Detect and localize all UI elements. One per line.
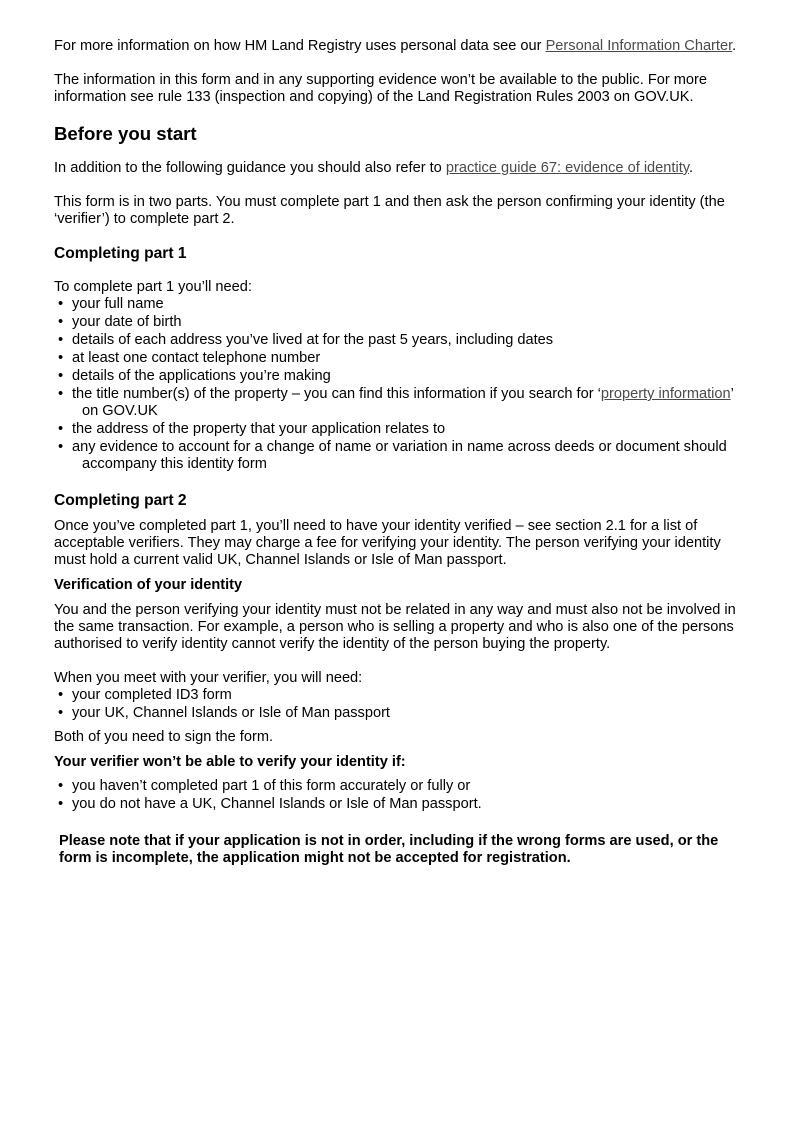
public-availability-paragraph xyxy=(54,72,754,106)
list-item xyxy=(54,439,754,473)
practice-guide-67-link[interactable]: practice guide 67: evidence of identity xyxy=(445,160,689,176)
meet-verifier-list xyxy=(54,687,754,722)
list-item xyxy=(54,386,754,420)
list-item xyxy=(54,296,754,313)
list-item xyxy=(54,778,754,795)
part-1-lead: To complete part 1 you’ll need: xyxy=(54,279,252,295)
bullet-icon: • xyxy=(58,314,64,330)
bullet-icon: • xyxy=(58,796,64,812)
registration-notice-line-1: Please note that if your application is not in order, including if the wrong forms are used, or the xyxy=(59,833,719,849)
verification-paragraph xyxy=(54,602,754,653)
verifier-cannot-heading: Your verifier won’t be able to verify your identity if: xyxy=(54,754,406,770)
list-item xyxy=(54,350,754,367)
registration-notice-line-2: form is incomplete, the application might not be accepted for registration. xyxy=(59,850,571,866)
list-item xyxy=(54,332,754,349)
completing-part-1-heading: Completing part 1 xyxy=(54,245,187,262)
personal-info-suffix: . xyxy=(732,38,737,54)
list-item-text: any evidence to account for a change of name or variation in name across deeds or document should xyxy=(72,439,727,455)
completing-part-2-heading: Completing part 2 xyxy=(54,492,187,509)
list-item xyxy=(54,705,754,722)
before-you-start-heading: Before you start xyxy=(54,123,197,144)
verification-line-1: You and the person verifying your identity must not be related in any way and must also not be involved in xyxy=(54,602,736,618)
verifier-cannot-list xyxy=(54,778,754,813)
public-availability-line-1: The information in this form and in any supporting evidence won’t be available to the public. For more xyxy=(54,72,708,88)
property-information-link[interactable]: property information xyxy=(600,386,731,402)
list-item-suffix: ’ xyxy=(730,386,734,402)
part-2-intro-line-1: Once you’ve completed part 1, you’ll need to have your identity verified – see section 2.1 for a list of xyxy=(54,518,698,534)
guidance-paragraph xyxy=(54,160,754,177)
list-item-continuation: on GOV.UK xyxy=(82,403,158,419)
form-parts-paragraph xyxy=(54,194,754,228)
list-item-text: details of the applications you’re making xyxy=(72,368,331,384)
list-item-text: at least one contact telephone number xyxy=(72,350,321,366)
form-parts-line-1: This form is in two parts. You must complete part 1 and then ask the person confirming your identity (the xyxy=(54,194,725,210)
public-availability-line-2: information see rule 133 (inspection and copying) of the Land Registration Rules 2003 on GOV.UK. xyxy=(54,89,694,105)
bullet-icon: • xyxy=(58,332,64,348)
list-item-text: your completed ID3 form xyxy=(72,687,232,703)
meet-verifier-lead: When you meet with your verifier, you will need: xyxy=(54,670,363,686)
part-2-intro-paragraph xyxy=(54,518,754,569)
bullet-icon: • xyxy=(58,687,64,703)
list-item xyxy=(54,314,754,331)
sign-form-text: Both of you need to sign the form. xyxy=(54,729,274,745)
verification-line-2: the same transaction. For example, a person who is selling a property and who is also one of the persons xyxy=(54,619,734,635)
bullet-icon: • xyxy=(58,350,64,366)
list-item-continuation: accompany this identity form xyxy=(82,456,267,472)
verification-line-3: authorised to verify identity cannot verify the identity of the person buying the property. xyxy=(54,636,611,652)
bullet-icon: • xyxy=(58,368,64,384)
bullet-icon: • xyxy=(58,778,64,794)
registration-notice xyxy=(59,833,754,867)
bullet-icon: • xyxy=(58,386,64,402)
bullet-icon: • xyxy=(58,439,64,455)
part-2-intro-line-2: acceptable verifiers. They may charge a fee for verifying your identity. The person verifying your identity xyxy=(54,535,721,551)
list-item xyxy=(54,687,754,704)
bullet-icon: • xyxy=(58,705,64,721)
list-item-text: the address of the property that your application relates to xyxy=(72,421,446,437)
part-2-intro-line-3: must hold a current valid UK, Channel Islands or Isle of Man passport. xyxy=(54,552,507,568)
bullet-icon: • xyxy=(58,296,64,312)
form-parts-line-2: ‘verifier’) to complete part 2. xyxy=(54,211,235,227)
list-item xyxy=(54,796,754,813)
list-item xyxy=(54,421,754,438)
list-item-text: your UK, Channel Islands or Isle of Man passport xyxy=(72,705,390,721)
personal-information-charter-link[interactable]: Personal Information Charter xyxy=(545,38,733,54)
part-1-requirements-list xyxy=(54,296,754,473)
guidance-suffix: . xyxy=(688,160,694,176)
list-item-text: your full name xyxy=(72,296,164,312)
bullet-icon: • xyxy=(58,421,64,437)
list-item-text: the title number(s) of the property – you can find this information if you search for ‘ xyxy=(72,386,601,402)
personal-info-text: For more information on how HM Land Registry uses personal data see our xyxy=(54,38,546,54)
list-item-text: you haven’t completed part 1 of this form accurately or fully or xyxy=(72,778,471,794)
document-page xyxy=(54,38,754,867)
list-item-text: your date of birth xyxy=(72,314,182,330)
list-item-text: you do not have a UK, Channel Islands or Isle of Man passport. xyxy=(72,796,482,812)
list-item-text: details of each address you’ve lived at for the past 5 years, including dates xyxy=(72,332,554,348)
verification-heading: Verification of your identity xyxy=(54,577,243,593)
list-item xyxy=(54,368,754,385)
guidance-text: In addition to the following guidance you should also refer to xyxy=(54,160,446,176)
personal-info-paragraph xyxy=(54,38,754,55)
